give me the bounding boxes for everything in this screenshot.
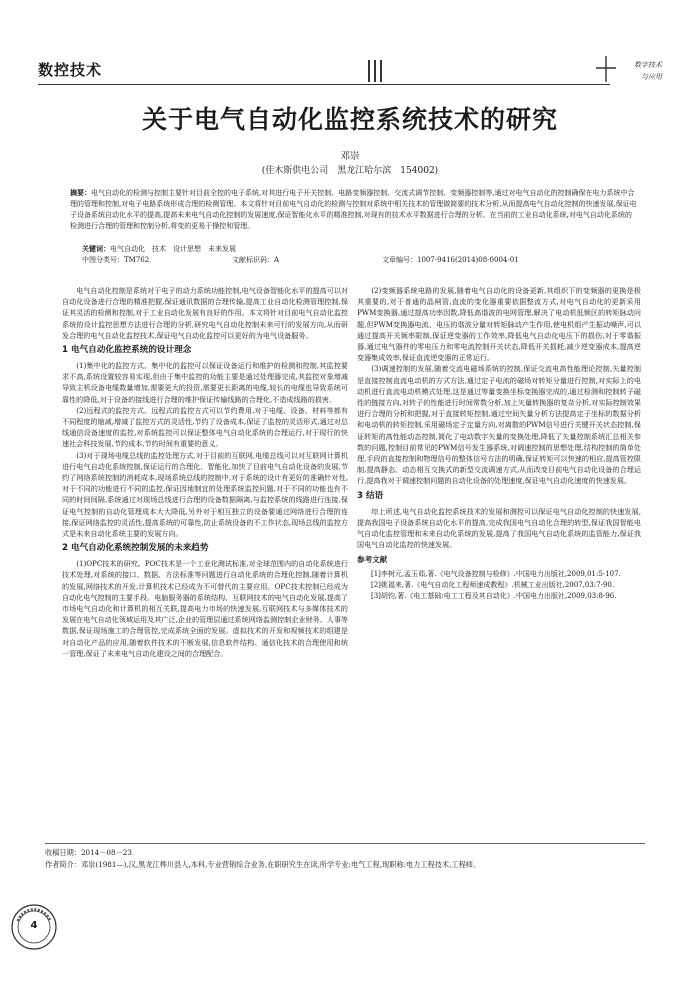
intro-paragraph: 电气自动化控制是系统对于电子的动力系统功能控制,电气设备智能化水平的提高可以对自动化设备进行合理的精准把握,保证通讯数据的合理传输,提高工业自动化检测管理控制,保证其灵活的检测和控制,对于工业自动化发展有良好的作用。本文将针对目前电气自动化监控系统的设计监控思想方法进行合理的分析,研究电气自动化控制未来可行的发展方向,从而研发合理的电气自动化监控技术,保证电气自动化监控可以更好的为电气设备服务。 [62, 286, 349, 340]
reference-item: [3]胡钧,著.《电工基础:电工工程及其自动化》.中国电力出版社,2009,03:8-96. [371, 591, 617, 600]
header-divider-marks [368, 60, 382, 82]
clc-number: 中图分类号：TM762 [82, 256, 150, 264]
author-name: 邓崇 [340, 151, 360, 162]
section-2-paragraph-1: (1)OPC技术的研究。POC技术是一个工业化测试标准,对全球范围内的自动化系统进行技术处理,对系统的接口、数据、方法标准等问题进行自动化系统的合理化控制,随着计算机的发展,网络技术的开发,计算机技术已经成为不可替代的主要应用。OPC技术控制已经成为自动化电气控制的主要手段。电脑服务器的系统结构、互联网技术的电气自动化发展,提高了市场电气自动化和计算机的相互关联,提高电力市场的快速发展,互联网技术与多媒体技术的发展在电气自动化领域运用及其广泛,企业的管理层通过系统网络监测控制企业财务、人事等数据,保证现场施工的合理管控,完成系统全面的发展。虚拟技术的开发和视频技术的组建是对自动化产品的应用,随着软件技术的不断发展,信息软件结构、通信化技术的合理使用和统一管理,保证了未来电气自动化建设之间的合理配合。 [62, 559, 349, 658]
author-bio: 作者简介：邓崇(1981—),汉,黑龙江桦川县人,本科,专业营销综合业务,在职研究生在读,所学专业:电气工程,现职称:电力工程技术,工程师。 [45, 860, 481, 869]
body-left-column [62, 285, 348, 659]
running-header [38, 58, 662, 82]
author-affiliation: (佳木斯供电公司 黑龙江哈尔滨 154002) [261, 166, 439, 176]
page-number: 4 [30, 920, 38, 931]
section-3-heading: 3 结语 [357, 490, 384, 501]
received-date: 收稿日期：2014－08－23 [45, 848, 132, 857]
section-2-paragraph-2: (2)变频器系统电路的发展,随着电气自动化的设备更新,其组织下的变频器的更换是极其重要的,对于普通的晶闸管,直流的变化器重要依据整流方式,对电气自动化的更新采用PWM变换器,通过提高功率因数,降低高谐波的电网管理,解决了电动机低频区的转矩脉动问题,但PWM变换器电流、电压的谐波分量对转矩脉动产生作用,使电机组产生振动噪声,可以通过提高开关频率限制,保证逆变器的工作效率,降低电气自动化电压下的损伤,对于零谐振器,通过电气器件的零电压力和零电流控制开关状态,降低开关损耗,减少逆变器成本,提高逆变器集成效率,保证直流逆变器的正常运行。 [357, 286, 641, 363]
reference-item: [2]姚福来,著.《电气自动化工程师速成教程》.机械工业出版社,2007,03:7-90. [371, 580, 615, 589]
keywords [82, 244, 236, 255]
references-heading: 参考文献 [357, 555, 388, 565]
article-title: 关于电气自动化监控系统技术的研究 [141, 105, 558, 134]
article-number: 文章编号：1007-9416(2014)08-0004-01 [382, 256, 519, 264]
footnote-rule [45, 843, 645, 844]
journal-logo-icon [596, 56, 616, 82]
keywords-text: 电气自动化 技术 设计思想 未来发展 [110, 245, 236, 253]
section-1-paragraph-1: (1)集中化的监控方式。集中化的监控可以保证设备运行和维护的检测和控制,其监控要求不高,系统设置较容易实现,但由于集中监控的功能主要是通过处理器完成,其监控对象增减导致主机设备电缆数量增加,需要更大的投资,需要更长距离的电缆,较长的电缆也导致系统可靠性的降低,对于设备的接线进行合理的维护保证传输线路的合理化,不造成线路的损害。 [62, 361, 348, 404]
body-right-column [357, 285, 641, 602]
section-2-paragraph-3: (3)调速控制的发展,随着交流电磁场系统的控制,保证交流电高性能理论控制,矢量控制是直接控制直流电动机的方式方法,通过定子电流的磁场对转矩分量进行控制,对实际上的电动机进行直流电动机模式处理,这是通过等量变换坐标变换器完成的,通过检测和控制转子磁性的链接方向,对转子的性能进行时间常数分析,加上矢量转换器的复杂分析,对实际控制效果进行合理的分析和把握,对于直接转矩控制,通过空间矢量分析方法提高定子坐标的数据分析和电动机的转矩控制,采用磁场定子定量方向,对离散的PWM信号进行关键开关状态控制,保证转矩的高性能动态控制,简化了电动数字矢量的变换处理,降低了矢量控制系统汇总相关参数的问题,控制目前常见的PWM信号发生器系统,对调速控制的思想处理,结构控制的简单处理,手段的直接控制和物理信号的整体信号方法的明确,保证转矩可以快速的相应,提高管控限制,提高静态、动态相互交换式的新型交流调速方式,从而改变目前电气自动化设备的合理运行,提高我对于调速控制问题的自动化设备的处理速度,保证电气自动化速度的快速发展。 [357, 364, 641, 486]
header-rule [38, 84, 610, 85]
keywords-label: 关键词： [82, 245, 110, 253]
document-code: 文献标识码：A [232, 256, 280, 264]
section-1-paragraph-3: (3)对于现场电缆总线的监控处理方式,对于目前的互联网,电缆总线可以对互联网计算机进行电气自动化系统控制,保证运行的合理化、智能化,加快了目前电气自动化设备的发展,节约了网络系统控制的消耗成本,现场系统总线的控制中,对于系统的设计有更好的准确针对性,对于不同的功能进行不同的监控,保证因地制宜的处理系统监控问题,对于不同的功能也有不同的时间间隔,系统通过对现场总线进行合理的设备数据隔离,与监控系统的线路进行连接,保证电气控制的自动化管理成本大大降低,另外对于相互独立的设备要通过网络进行合理的连接,保证网络监控的灵活性,提高系统的可靠性,防止系统设备的不工作状态,现场总线的监控方式是未来自动化系统主要的发展方向。 [62, 450, 348, 539]
section-1-heading: 1 电气自动化监控系统的设计理念 [62, 345, 192, 356]
section-1-paragraph-2: (2)远程式的监控方式。远程式的监控方式可以节约费用,对于电缆、设备、材料等都有不同程度的缩减,增减了监控方式的灵活性,节约了设备成本,保证了监控的灵活形式,通过对总线通信设备速度的监控,对系统监控可以保证整体电气自动化系统的合理运行,对于现行的快速社会科技发展,节约成本,节约时间有重要的意义。 [62, 405, 348, 449]
abstract-text: 电气自动化的检测与控制主要针对目前全控的电子系统,对其进行电子开关控制、电路变频器控制、交流式调节控制、变频器控制等,通过对电气自动化的控制确保在电力系统中合理的管理和控制,对电子电路系统形成合理的检测管理。本文将针对目前电气自动化的检测与控制对系统中相关技术的管理做简要的技术分析,从而提高电气自动化控制的快速发展,保证电子设备系统自动化水平的提高,提高未来电气自动化控制的发展速度,保证智能化水平的精准控制,对现有的技术水平数据进行合理的分析。在当前的工业自动化系统,对电气自动化系统的检测进行合理的管理和控制分析,将变的更易于操控和管理。 [70, 189, 637, 230]
journal-name-line2: 与应用 [641, 73, 662, 81]
abstract-label: 摘要： [70, 189, 91, 197]
footnote [45, 847, 655, 871]
abstract [70, 188, 638, 232]
journal-name-line1: 数字技术 [634, 61, 662, 69]
reference-item: [1]李树元,孟玉茹,著.《电气设备控制与检修》.中国电力出版社,2009,01:5-107. [371, 569, 621, 578]
section-3-paragraph-1: 综上所述,电气自动化监控系统技术的发展和测控可以保证电气自动化控制的快速发展,提高我国电子设备系统自动化水平的提高,完成我国电气自动化合理的转型,保证我国智能电气自动化监控管理和未来自动化系统的发展,提高了我国电气自动化系统的监管能力,保证我国电气自动化监控的快速发展。 [357, 506, 641, 550]
section-label: 数控技术 [38, 61, 103, 79]
journal-logo [588, 54, 664, 84]
section-2-heading: 2 电气自动化系统控制发展的未来趋势 [62, 543, 209, 554]
